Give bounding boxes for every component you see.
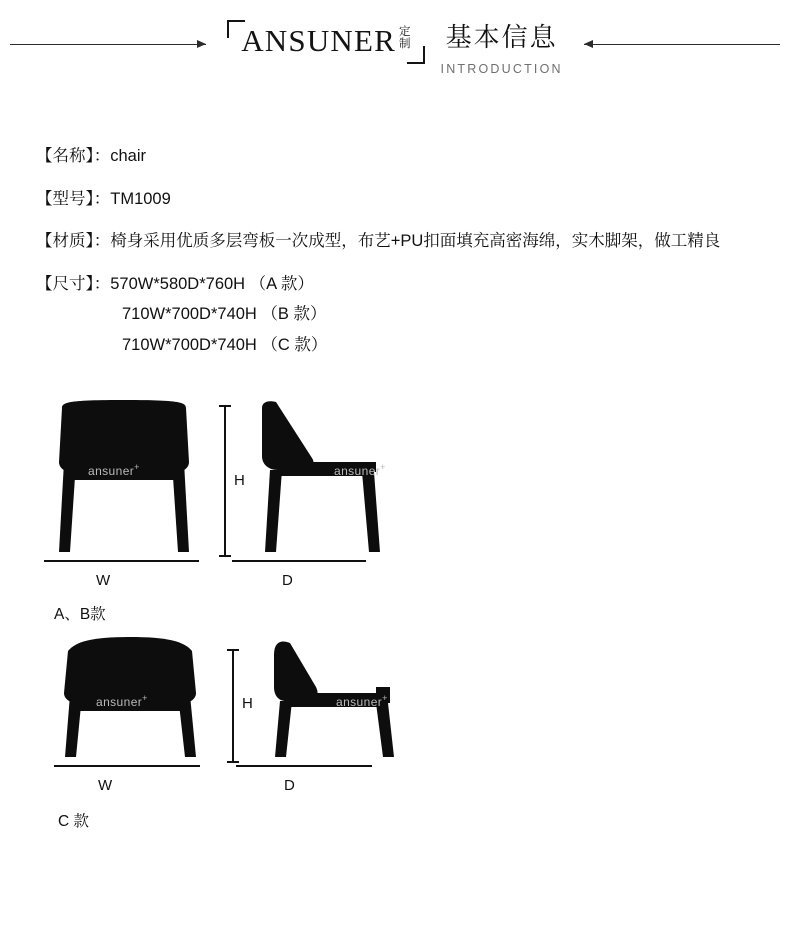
dim-label-d-c: D <box>284 777 295 795</box>
brand-subtitle-cn <box>399 26 411 50</box>
spec-row-name <box>36 144 750 170</box>
arrow-right-icon <box>197 40 206 48</box>
spec-value-material: 椅身采用优质多层弯板一次成型，布艺+PU扣面填充高密海绵，实木脚架，做工精良 <box>110 232 721 251</box>
dim-label-h-ab: H <box>234 472 245 490</box>
spec-label-material: 【材质】： <box>36 232 111 251</box>
spec-value-size-a: 570W*580D*760H （A 款） <box>110 274 314 293</box>
variant-caption-ab: A、B款 <box>54 606 106 624</box>
dimension-diagrams <box>0 400 790 842</box>
page-title: 基本信息 <box>445 21 558 52</box>
watermark-front-ab: ansuner+ <box>88 462 140 479</box>
dim-label-h-c: H <box>242 695 253 713</box>
spec-value-size-b: 710W*700D*740H （B 款） <box>122 305 327 324</box>
spec-label-model: 【型号】： <box>36 189 111 208</box>
brand-logo <box>227 20 424 64</box>
baseline-front-ab <box>44 560 199 562</box>
dim-label-w-c: W <box>98 777 113 795</box>
arrow-left-icon <box>584 40 593 48</box>
spec-value-size-b-row <box>36 302 750 328</box>
dim-label-d-ab: D <box>282 572 293 590</box>
chair-side-silhouette-icon <box>254 400 414 555</box>
dim-label-w-ab: W <box>96 572 111 590</box>
spec-value-size-c: 710W*700D*740H （C 款） <box>122 335 328 354</box>
watermark-side-c: ansuner+ <box>336 693 388 710</box>
spec-label-name: 【名称】： <box>36 147 111 165</box>
spec-value-name: chair <box>110 147 147 165</box>
spec-value-model: TM1009 <box>110 189 171 208</box>
spec-row-material <box>36 229 750 255</box>
watermark-side-ab: ansuner+ <box>334 462 386 479</box>
brand-cn-char-2: 制 <box>399 37 411 50</box>
header-content <box>227 20 563 76</box>
brand-name: ANSUNER <box>241 22 397 58</box>
specs-list <box>0 144 790 358</box>
chair-front-view-c <box>54 637 214 762</box>
header-rule-left <box>10 44 206 45</box>
variant-caption-c: C 款 <box>58 813 90 831</box>
chair-front-view-ab <box>44 400 204 555</box>
section-title-block <box>441 20 563 76</box>
brand-cn-char-1: 定 <box>399 25 411 38</box>
spec-row-model <box>36 187 750 213</box>
page-header <box>0 0 790 96</box>
watermark-front-c: ansuner+ <box>96 693 148 710</box>
spec-value-size-c-row <box>36 333 750 359</box>
chair-front-silhouette-icon <box>44 400 204 555</box>
diagram-group-ab <box>36 400 790 624</box>
baseline-side-c <box>236 765 372 767</box>
header-rule-right <box>584 44 780 45</box>
chair-front-silhouette-c-icon <box>54 637 214 762</box>
chair-side-silhouette-c-icon <box>264 637 434 762</box>
page-subtitle: INTRODUCTION <box>440 62 563 77</box>
spec-row-size <box>36 272 750 359</box>
baseline-side-ab <box>232 560 366 562</box>
chair-side-view-ab <box>224 400 384 555</box>
diagram-group-c <box>36 637 790 842</box>
spec-label-size: 【尺寸】： <box>36 274 111 293</box>
chair-side-view-c <box>226 637 396 762</box>
baseline-front-c <box>54 765 200 767</box>
